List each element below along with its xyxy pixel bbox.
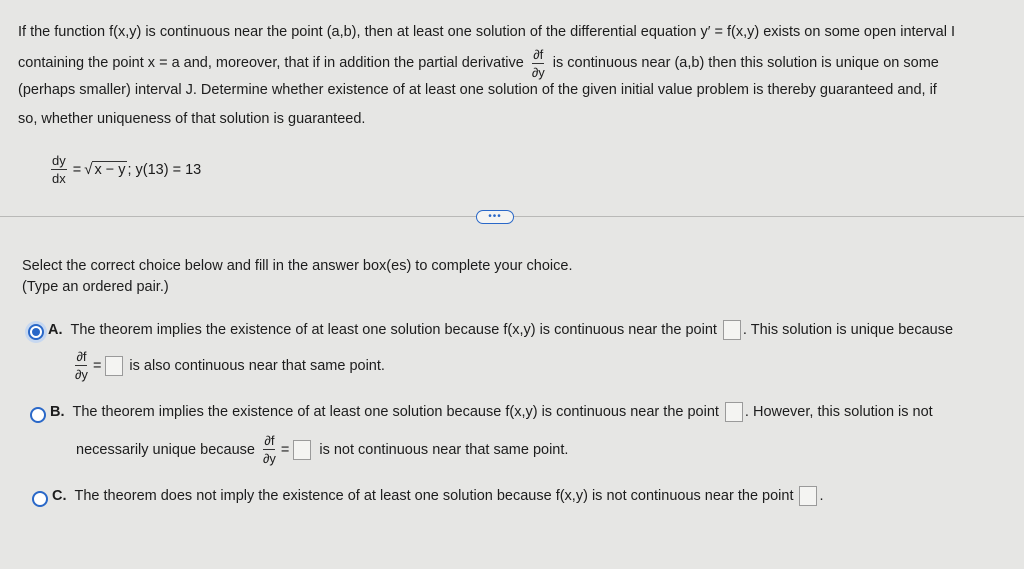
option-a-text-2: . This solution is unique because [742,322,954,338]
option-a-text-1: The theorem implies the existence of at least one solution because f(x,y) is continuous near the point [70,322,717,338]
question-line-2 [18,44,939,82]
option-b-text-3: necessarily unique because [76,441,255,458]
option-a-text-3: is also continuous near that same point. [129,357,385,374]
option-a-line-1 [48,320,953,340]
option-b-letter: B. [50,404,65,420]
question-line-2-post: is continuous near (a,b) then this solution is unique on some [552,55,939,71]
option-a-radio[interactable] [28,324,44,340]
option-c-text-2: . [819,488,824,504]
option-a-point-input[interactable] [723,320,741,340]
instructions-line-1: Select the correct choice below and fill in the answer box(es) to complete your choice. [22,258,573,274]
option-a-partial [75,350,88,381]
question-line-3: (perhaps smaller) interval J. Determine whether existence of at least one solution of the given initial value problem is thereby guaranteed and, if [18,82,937,98]
option-b-line-1 [50,402,933,422]
option-b-text-4: is not continuous near that same point. [319,441,569,458]
question-line-2-pre: containing the point x = a and, moreover, that if in addition the partial derivative [18,55,524,71]
initial-condition: ; y(13) = 13 [127,161,202,178]
option-b-line-2 [76,434,568,465]
question-line-4: so, whether uniqueness of that solution is guaranteed. [18,111,366,127]
option-c-letter: C. [52,488,67,504]
option-a-letter: A. [48,322,63,338]
option-b-text-1: The theorem implies the existence of at least one solution because f(x,y) is continuous near the point [72,404,719,420]
eq-equals: = [72,161,82,178]
option-c-point-input[interactable] [799,486,817,506]
instructions-line-2: (Type an ordered pair.) [22,279,169,295]
option-c-radio[interactable] [32,491,48,507]
option-b-radio[interactable] [30,407,46,423]
option-b-partial [263,434,276,465]
option-a-equals: = [92,357,102,374]
partial-den: ∂y [531,64,545,80]
question-line-1: If the function f(x,y) is continuous near the point (a,b), then at least one solution of the differential equation y′ = f(x,y) exists on some open interval I [18,24,956,40]
option-a-line-2 [72,350,385,381]
option-b-partial-input[interactable] [293,440,311,460]
option-a-partial-den: ∂y [75,367,88,382]
option-b-partial-num: ∂f [264,433,275,448]
option-c-text-1: The theorem does not imply the existence of at least one solution because f(x,y) is not continuous near the point [74,488,794,504]
option-a-partial-num: ∂f [76,349,87,364]
option-b-equals: = [280,441,290,458]
partial-num: ∂f [533,46,544,62]
ivp-equation [48,154,201,185]
option-b-text-2: . However, this solution is not [744,404,933,420]
eq-den: dx [52,171,66,186]
sqrt-expression: √ x − y [84,161,126,178]
radicand: x − y [94,162,126,178]
option-b-point-input[interactable] [725,402,743,422]
option-c-line-1 [52,486,824,506]
dy-dx [51,154,67,185]
option-a-partial-input[interactable] [105,356,123,376]
partial-derivative [532,48,545,79]
expand-more-button[interactable]: ••• [476,210,514,224]
option-b-partial-den: ∂y [262,451,276,466]
eq-num: dy [52,153,66,168]
